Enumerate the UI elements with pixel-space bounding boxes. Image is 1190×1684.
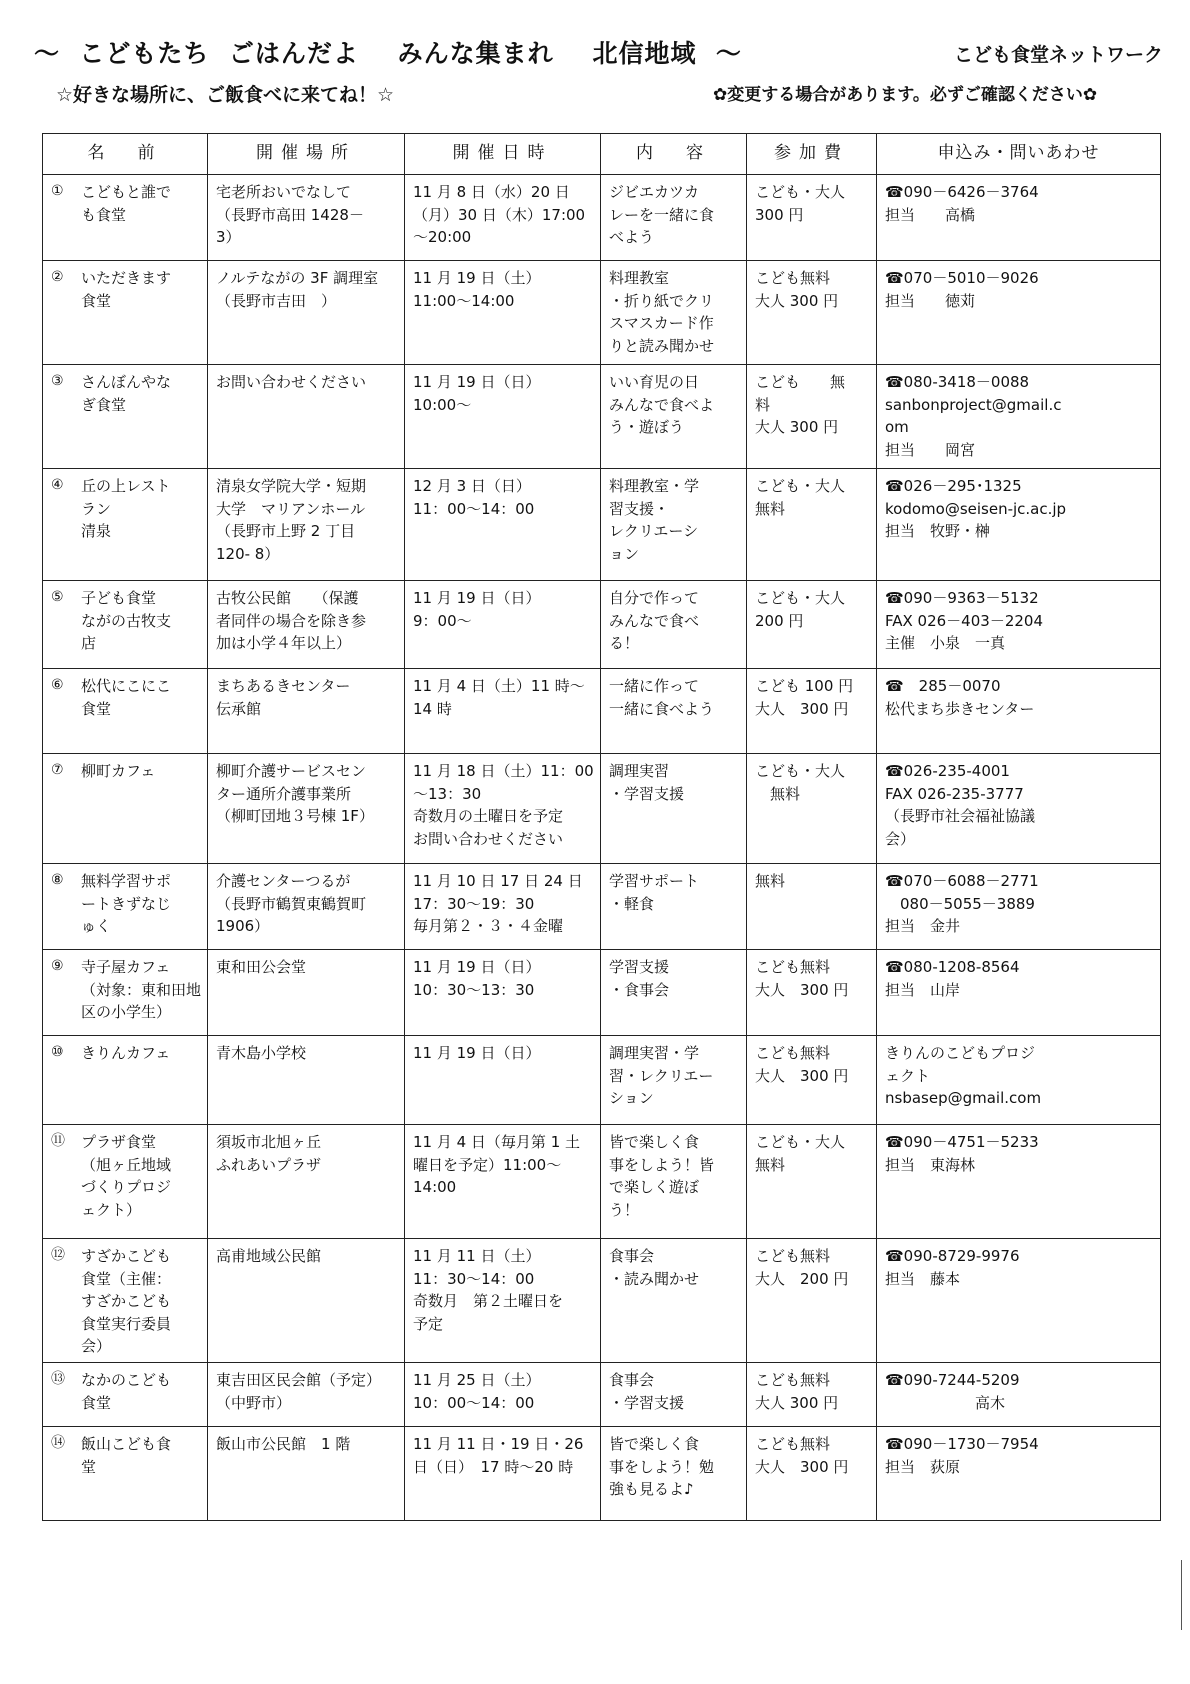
content-cell	[601, 469, 747, 581]
fee-cell	[747, 1363, 877, 1427]
fee-text: こども・大人 200 円	[755, 589, 846, 630]
cafeteria-name: 丘の上レスト ラン 清泉	[81, 477, 171, 540]
contact-cell	[877, 469, 1161, 581]
contact-text: きりんのこどもプロジ ェクト nsbasep@gmail.com	[885, 1044, 1042, 1107]
content-text: 調理実習 ・学習支援	[609, 762, 685, 803]
flyer-subtitle: ☆好きな場所に、ご飯食べに来てね！☆	[56, 84, 395, 106]
row-number: ⑩	[51, 1044, 64, 1060]
cafeteria-name: さんぼんやな ぎ食堂	[81, 373, 172, 414]
contact-text: ☎090－6426－3764 担当 高橋	[885, 183, 1039, 224]
name-cell	[43, 1427, 208, 1521]
fee-text: こども無料 大人 300 円	[755, 1371, 839, 1412]
content-cell	[601, 1036, 747, 1125]
content-text: 調理実習・学 習・レクリエー ション	[609, 1044, 714, 1107]
content-cell	[601, 950, 747, 1036]
fee-text: こども無料 大人 300 円	[755, 1044, 849, 1085]
venue-text: 柳町介護サービスセン ター通所介護事業所 （柳町団地３号棟 1F）	[216, 762, 374, 825]
cafeteria-name: プラザ食堂 （旭ヶ丘地域 づくりプロジ ェクト）	[81, 1133, 172, 1219]
name-cell	[43, 261, 208, 365]
cafeteria-name: 飯山こども食 堂	[81, 1435, 172, 1476]
table-row	[43, 365, 1161, 469]
datetime-text: 11 月 4 日（毎月第 1 土 曜日を予定）11:00～ 14:00	[413, 1133, 581, 1196]
fee-text: こども・大人 300 円	[755, 183, 846, 224]
content-text: 食事会 ・学習支援	[609, 1371, 685, 1412]
datetime-cell	[405, 1036, 601, 1125]
fee-cell	[747, 175, 877, 261]
content-cell	[601, 669, 747, 754]
datetime-text: 11 月 18 日（土）11：00 ～13：30 奇数月の土曜日を予定 お問い合わせください	[413, 762, 594, 848]
table-row	[43, 175, 1161, 261]
name-cell	[43, 1363, 208, 1427]
datetime-cell	[405, 1239, 601, 1363]
contact-cell	[877, 581, 1161, 669]
col-header-name: 名 前	[43, 134, 208, 175]
table-row	[43, 950, 1161, 1036]
venue-cell	[208, 669, 405, 754]
datetime-text: 11 月 10 日 17 日 24 日 17：30～19：30 毎月第２・３・４金曜	[413, 872, 583, 935]
fee-cell	[747, 469, 877, 581]
table-row	[43, 1427, 1161, 1521]
col-header-content: 内 容	[601, 134, 747, 175]
content-cell	[601, 864, 747, 950]
row-number: ⑫	[51, 1247, 65, 1263]
content-cell	[601, 754, 747, 864]
fee-cell	[747, 1427, 877, 1521]
contact-text: ☎070－6088－2771 080－5055－3889 担当 金井	[885, 872, 1039, 935]
contact-cell	[877, 1363, 1161, 1427]
content-cell	[601, 581, 747, 669]
venue-cell	[208, 261, 405, 365]
venue-text: 清泉女学院大学・短期 大学 マリアンホール （長野市上野 2 丁目 120- 8）	[216, 477, 367, 563]
name-cell	[43, 950, 208, 1036]
content-text: 一緒に作って 一緒に食べよう	[609, 677, 715, 718]
datetime-text: 11 月 19 日（日）	[413, 1044, 541, 1062]
fee-cell	[747, 754, 877, 864]
datetime-text: 11 月 8 日（水）20 日 （月）30 日（木）17:00 ～20:00	[413, 183, 586, 246]
datetime-cell	[405, 175, 601, 261]
venue-text: お問い合わせください	[216, 373, 367, 391]
table-row	[43, 754, 1161, 864]
row-number: ⑨	[51, 958, 64, 974]
fee-text: こども無料 大人 300 円	[755, 1435, 849, 1476]
table-row	[43, 864, 1161, 950]
row-number: ⑦	[51, 762, 64, 778]
row-number: ④	[51, 477, 64, 493]
venue-cell	[208, 1363, 405, 1427]
name-cell	[43, 365, 208, 469]
page-edge-mark	[1181, 1560, 1183, 1630]
contact-cell	[877, 669, 1161, 754]
name-cell	[43, 1125, 208, 1239]
content-text: ジビエカツカ レーを一緒に食 べよう	[609, 183, 715, 246]
content-text: いい育児の日 みんなで食べよ う・遊ぼう	[609, 373, 715, 436]
row-number: ⑤	[51, 589, 64, 605]
datetime-text: 11 月 19 日（日） 10：30～13：30	[413, 958, 541, 999]
col-header-datetime: 開催日時	[405, 134, 601, 175]
datetime-text: 11 月 19 日（日） 10:00～	[413, 373, 541, 414]
table-header-row	[43, 134, 1161, 175]
fee-cell	[747, 1036, 877, 1125]
row-number: ⑭	[51, 1435, 65, 1451]
content-cell	[601, 1363, 747, 1427]
datetime-text: 11 月 11 日（土） 11：30～14：00 奇数月 第２土曜日を 予定	[413, 1247, 564, 1333]
name-cell	[43, 1239, 208, 1363]
content-cell	[601, 365, 747, 469]
content-text: 学習サポート ・軽食	[609, 872, 700, 913]
contact-cell	[877, 1125, 1161, 1239]
venue-cell	[208, 581, 405, 669]
fee-text: こども無料 大人 300 円	[755, 958, 849, 999]
cafeteria-name: なかのこども 食堂	[81, 1371, 172, 1412]
datetime-text: 11 月 4 日（土）11 時～ 14 時	[413, 677, 585, 718]
contact-text: ☎090－4751－5233 担当 東海林	[885, 1133, 1039, 1174]
fee-cell	[747, 1125, 877, 1239]
venue-text: 須坂市北旭ヶ丘 ふれあいプラザ	[216, 1133, 322, 1174]
fee-cell	[747, 261, 877, 365]
datetime-cell	[405, 864, 601, 950]
venue-cell	[208, 754, 405, 864]
fee-text: こども 無 料 大人 300 円	[755, 373, 846, 436]
change-notice: ✿変更する場合があります。必ずご確認ください✿	[713, 85, 1098, 105]
row-number: ⑬	[51, 1371, 65, 1387]
contact-cell	[877, 365, 1161, 469]
fee-cell	[747, 950, 877, 1036]
contact-text: ☎026－295･1325 kodomo@seisen-jc.ac.jp 担当 牧野・榊	[885, 477, 1067, 540]
content-text: 料理教室 ・折り紙でクリ スマスカード作 りと読み聞かせ	[609, 269, 715, 355]
datetime-cell	[405, 669, 601, 754]
contact-text: ☎090－9363－5132 FAX 026－403－2204 主催 小泉 一真	[885, 589, 1043, 652]
contact-text: ☎090－1730－7954 担当 荻原	[885, 1435, 1039, 1476]
fee-cell	[747, 669, 877, 754]
fee-text: こども・大人 無料	[755, 477, 846, 518]
contact-cell	[877, 1427, 1161, 1521]
name-cell	[43, 469, 208, 581]
contact-text: ☎080-3418－0088 sanbonproject@gmail.c om 担当 岡宮	[885, 373, 1062, 459]
name-cell	[43, 864, 208, 950]
fee-text: こども無料 大人 300 円	[755, 269, 839, 310]
table-row	[43, 1363, 1161, 1427]
cafeteria-name: 松代にこにこ 食堂	[81, 677, 172, 718]
row-number: ⑪	[51, 1133, 65, 1149]
row-number: ⑧	[51, 872, 64, 888]
col-header-place: 開催場所	[208, 134, 405, 175]
contact-cell	[877, 175, 1161, 261]
table-row	[43, 1125, 1161, 1239]
datetime-cell	[405, 950, 601, 1036]
cafeteria-name: 無料学習サポ ートきずなじ ゅく	[81, 872, 172, 935]
fee-cell	[747, 365, 877, 469]
content-cell	[601, 175, 747, 261]
name-cell	[43, 669, 208, 754]
network-name: こども食堂ネットワーク	[954, 44, 1164, 66]
venue-text: 宅老所おいでなして （長野市高田 1428－ 3）	[216, 183, 364, 246]
datetime-text: 11 月 19 日（日） 9：00～	[413, 589, 541, 630]
venue-cell	[208, 950, 405, 1036]
fee-cell	[747, 581, 877, 669]
cafeteria-name: 子ども食堂 ながの古牧支 店	[81, 589, 172, 652]
col-header-fee: 参加費	[747, 134, 877, 175]
contact-cell	[877, 261, 1161, 365]
contact-cell	[877, 1036, 1161, 1125]
table-row	[43, 261, 1161, 365]
contact-text: ☎026-235-4001 FAX 026-235-3777 （長野市社会福祉協議 会）	[885, 762, 1036, 848]
cafeteria-name: 柳町カフェ	[81, 762, 156, 780]
contact-text: ☎ 285－0070 松代まち歩きセンター	[885, 677, 1035, 718]
datetime-cell	[405, 1125, 601, 1239]
content-text: 皆で楽しく食 事をしよう！勉 強も見るよ♪	[609, 1435, 715, 1498]
datetime-cell	[405, 1427, 601, 1521]
contact-text: ☎080-1208-8564 担当 山岸	[885, 958, 1020, 999]
venue-cell	[208, 1125, 405, 1239]
content-text: 自分で作って みんなで食べ る！	[609, 589, 700, 652]
name-cell	[43, 754, 208, 864]
venue-text: 飯山市公民館 1 階	[216, 1435, 351, 1453]
cafeteria-name: すざかこども 食堂（主催： すざかこども 食堂実行委員 会）	[81, 1247, 172, 1355]
content-text: 学習支援 ・食事会	[609, 958, 670, 999]
content-cell	[601, 1125, 747, 1239]
content-cell	[601, 261, 747, 365]
col-header-contact: 申込み・問いあわせ	[877, 134, 1161, 175]
fee-text: こども 100 円 大人 300 円	[755, 677, 854, 718]
venue-cell	[208, 365, 405, 469]
flyer-header	[30, 30, 1170, 110]
datetime-cell	[405, 754, 601, 864]
contact-text: ☎090-7244-5209 高木	[885, 1371, 1020, 1412]
venue-text: 古牧公民館 （保護 者同伴の場合を除き参 加は小学４年以上）	[216, 589, 367, 652]
venue-cell	[208, 1239, 405, 1363]
fee-cell	[747, 1239, 877, 1363]
datetime-text: 11 月 11 日・19 日・26 日（日） 17 時～20 時	[413, 1435, 584, 1476]
contact-cell	[877, 864, 1161, 950]
table-row	[43, 1036, 1161, 1125]
cafeteria-name: いただきます 食堂	[81, 269, 172, 310]
datetime-text: 11 月 25 日（土） 10：00～14：00	[413, 1371, 541, 1412]
contact-text: ☎070－5010－9026 担当 徳苅	[885, 269, 1039, 310]
table-row	[43, 581, 1161, 669]
datetime-cell	[405, 581, 601, 669]
content-text: 食事会 ・読み聞かせ	[609, 1247, 700, 1288]
venue-text: 高甫地域公民館	[216, 1247, 322, 1265]
venue-cell	[208, 1036, 405, 1125]
content-text: 皆で楽しく食 事をしよう！皆 で楽しく遊ぼ う！	[609, 1133, 715, 1219]
row-number: ③	[51, 373, 64, 389]
venue-text: 東和田公会堂	[216, 958, 307, 976]
cafeteria-name: きりんカフェ	[81, 1044, 171, 1062]
datetime-cell	[405, 1363, 601, 1427]
flyer-title: ～ こどもたち ごはんだよ みんな集まれ 北信地域 ～	[34, 39, 742, 68]
contact-text: ☎090-8729-9976 担当 藤本	[885, 1247, 1020, 1288]
row-number: ②	[51, 269, 64, 285]
venue-text: まちあるきセンター 伝承館	[216, 677, 351, 718]
fee-text: こども・大人 無料	[755, 762, 846, 803]
fee-text: こども・大人 無料	[755, 1133, 846, 1174]
cafeteria-name: 寺子屋カフェ （対象：東和田地 区の小学生）	[81, 958, 202, 1021]
row-number: ⑥	[51, 677, 64, 693]
contact-cell	[877, 1239, 1161, 1363]
venue-cell	[208, 469, 405, 581]
cafeteria-name: こどもと誰で も食堂	[81, 183, 172, 224]
content-text: 料理教室・学 習支援・ レクリエーシ ョン	[609, 477, 700, 563]
venue-cell	[208, 1427, 405, 1521]
fee-cell	[747, 864, 877, 950]
table-row	[43, 469, 1161, 581]
schedule-table	[42, 133, 1161, 1521]
venue-text: 青木島小学校	[216, 1044, 307, 1062]
name-cell	[43, 175, 208, 261]
datetime-cell	[405, 261, 601, 365]
content-cell	[601, 1239, 747, 1363]
venue-cell	[208, 864, 405, 950]
contact-cell	[877, 950, 1161, 1036]
venue-text: ノルテながの 3F 調理室 （長野市吉田 ）	[216, 269, 379, 310]
datetime-cell	[405, 365, 601, 469]
fee-text: 無料	[755, 872, 786, 890]
contact-cell	[877, 754, 1161, 864]
datetime-text: 11 月 19 日（土） 11:00～14:00	[413, 269, 541, 310]
datetime-cell	[405, 469, 601, 581]
fee-text: こども無料 大人 200 円	[755, 1247, 849, 1288]
venue-cell	[208, 175, 405, 261]
datetime-text: 12 月 3 日（日） 11：00～14：00	[413, 477, 535, 518]
name-cell	[43, 581, 208, 669]
name-cell	[43, 1036, 208, 1125]
content-cell	[601, 1427, 747, 1521]
venue-text: 介護センターつるが （長野市鶴賀東鶴賀町 1906）	[216, 872, 367, 935]
row-number: ①	[51, 183, 64, 199]
venue-text: 東吉田区民会館（予定） （中野市）	[216, 1371, 382, 1412]
table-row	[43, 1239, 1161, 1363]
table-row	[43, 669, 1161, 754]
